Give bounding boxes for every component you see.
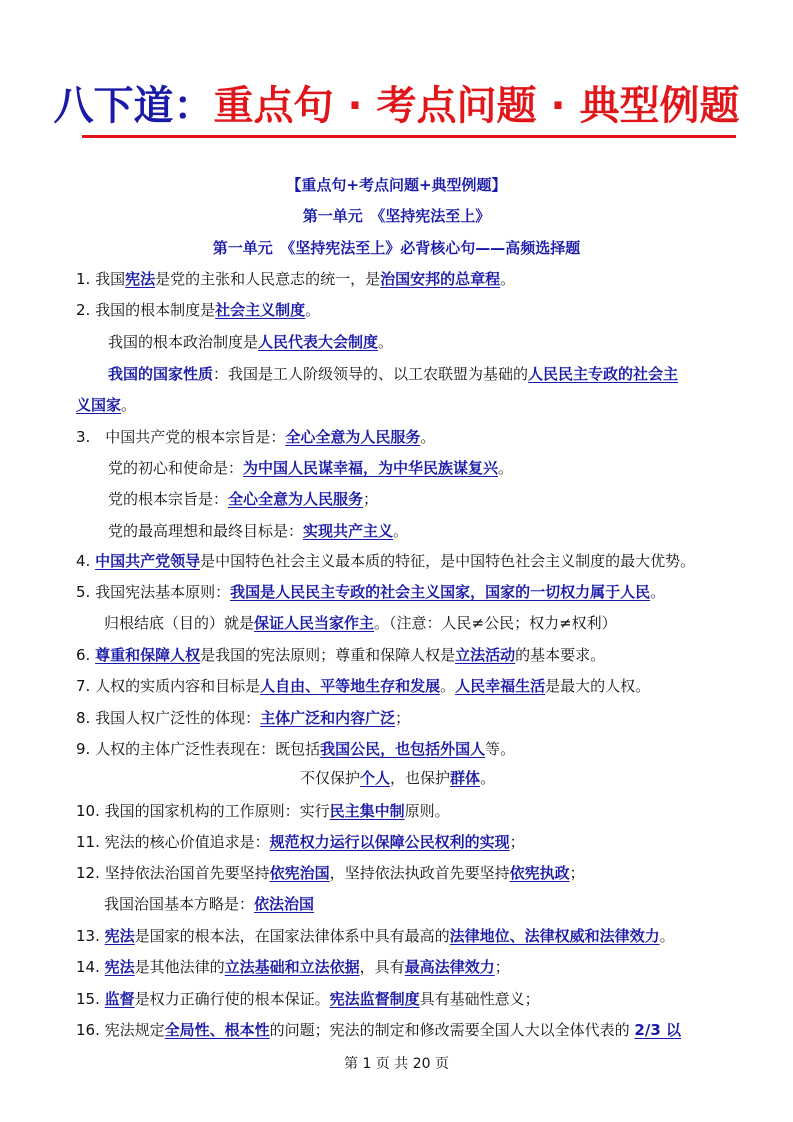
key-phrase: 我国公民，也包括外国人: [320, 740, 486, 758]
title-part-grade: 八下道：: [53, 83, 214, 129]
sentence-text: 等。: [485, 740, 516, 758]
sentence-text: 。: [305, 301, 321, 319]
key-phrase: 立法活动: [455, 646, 516, 664]
sentence-text: ；: [494, 958, 510, 976]
title-part-topic: 重点句 · 考点问题 · 典型例题: [213, 83, 740, 129]
key-phrase: 全局性、根本性: [164, 1021, 270, 1039]
sentence-text: 。: [378, 333, 394, 351]
sentence-text: 。（注意：人民≠公民；权力≠权利）: [374, 614, 617, 632]
sentence-line: [76, 707, 410, 729]
sentence-line: [76, 738, 515, 760]
sentence-text: 。: [650, 583, 666, 601]
sentence-text: 具有基础性意义；: [419, 990, 540, 1008]
key-phrase: 宪法: [125, 270, 156, 288]
key-phrase: 尊重和保障人权: [95, 646, 201, 664]
key-phrase: 宪法: [104, 927, 135, 945]
sentence-text: 党的初心和使命是：: [108, 459, 244, 477]
sentence-line: [76, 988, 540, 1010]
sentence-line: [104, 893, 314, 915]
sentence-line: [76, 268, 515, 290]
sentence-text: 是国家的根本法，在国家法律体系中具有最高的: [134, 927, 450, 945]
sentence-text: ，具有: [359, 958, 405, 976]
sentence-line: [108, 331, 393, 353]
key-phrase: 民主集中制: [329, 802, 405, 820]
sentence-text: 是最大的人权。: [545, 677, 651, 695]
key-phrase: 为中国人民谋幸福，为中华民族谋复兴: [243, 459, 499, 477]
sentence-text: 是党的主张和人民意志的统一，是: [155, 270, 381, 288]
sentence-line: [76, 831, 525, 853]
sentence-line: [76, 956, 510, 978]
key-phrase: 人民幸福生活: [455, 677, 546, 695]
key-phrase: 2/3 以: [634, 1021, 681, 1039]
sentence-text: 是中国特色社会主义最本质的特征，是中国特色社会主义制度的最大优势。: [200, 552, 696, 570]
sentence-line: [76, 426, 435, 448]
sentence-text: ；: [363, 490, 379, 508]
sentence-text: 是我国的宪法原则；尊重和保障人权是: [200, 646, 456, 664]
key-phrase: 实现共产主义: [303, 522, 394, 540]
sentence-text: 16. 宪法规定: [76, 1021, 165, 1039]
document-title: [0, 80, 793, 132]
section-heading-main: 【重点句+考点问题+典型例题】: [286, 176, 507, 194]
key-phrase: 依宪执政: [509, 864, 570, 882]
sentence-text: ，坚持依法执政首先要坚持: [329, 864, 510, 882]
sentence-line: [76, 299, 320, 321]
sentence-text: 4.: [76, 552, 96, 570]
sentence-text: 5. 我国宪法基本原则：: [76, 583, 231, 601]
sentence-text: 11. 宪法的核心价值追求是：: [76, 833, 270, 851]
sentence-text: 9. 人权的主体广泛性表现在：既包括: [76, 740, 321, 758]
sentence-text: ，也保护: [390, 769, 451, 787]
sentence-text: ；: [569, 864, 585, 882]
key-phrase: 群体: [450, 769, 481, 787]
sentence-text: 。: [121, 396, 137, 414]
sentence-text: 归根结底（目的）就是: [104, 614, 255, 632]
sentence-text: ；: [395, 709, 411, 727]
sentence-line: [76, 581, 665, 603]
key-phrase: 义国家: [76, 396, 122, 414]
sentence-line: [76, 394, 136, 416]
sentence-text: 是权力正确行使的根本保证。: [134, 990, 330, 1008]
key-phrase: 人民代表大会制度: [258, 333, 379, 351]
sentence-text: 15.: [76, 990, 105, 1008]
sentence-line: [76, 1019, 681, 1041]
sentence-line: [76, 862, 585, 884]
sentence-text: 7. 人权的实质内容和目标是: [76, 677, 261, 695]
key-phrase: 人民民主专政的社会主: [528, 365, 679, 383]
sentence-text: 。: [498, 459, 514, 477]
sentence-text: 2. 我国的根本制度是: [76, 301, 216, 319]
sentence-text: 8. 我国人权广泛性的体现：: [76, 709, 261, 727]
key-phrase: 宪法: [104, 958, 135, 976]
key-phrase: 立法基础和立法依据: [224, 958, 360, 976]
key-phrase: 监督: [104, 990, 135, 1008]
sentence-line: [76, 644, 605, 666]
key-phrase: 中国共产党领导: [95, 552, 201, 570]
sentence-text: 是其他法律的: [134, 958, 225, 976]
sentence-line: [76, 800, 450, 822]
sentence-text: 党的最高理想和最终目标是：: [108, 522, 304, 540]
sentence-line: [108, 363, 678, 385]
sentence-text: 。: [440, 677, 456, 695]
key-phrase: 全心全意为人民服务: [285, 428, 421, 446]
key-phrase: 人自由、平等地生存和发展: [260, 677, 441, 695]
key-phrase: 社会主义制度: [215, 301, 306, 319]
sentence-text: 3. 中国共产党的根本宗旨是：: [76, 428, 286, 446]
sentence-line: [76, 675, 650, 697]
sentence-text: 我国治国基本方略是：: [104, 895, 255, 913]
sentence-text: 。: [500, 270, 516, 288]
sentence-text: 的问题；宪法的制定和修改需要全国人大以全体代表的: [269, 1021, 635, 1039]
bold-term: 我国的国家性质: [108, 365, 214, 383]
sentence-text: 14.: [76, 958, 105, 976]
key-phrase: 宪法监督制度: [329, 990, 420, 1008]
key-phrase: 全心全意为人民服务: [228, 490, 364, 508]
sentence-line: [108, 488, 378, 510]
section-heading-unit: 第一单元 《坚持宪法至上》: [302, 207, 491, 225]
key-phrase: 我国是人民民主专政的社会主义国家，国家的一切权力属于人民: [230, 583, 651, 601]
title-divider: [82, 135, 736, 138]
sentence-text: 。: [420, 428, 436, 446]
sentence-line: [108, 457, 513, 479]
sentence-text: 13.: [76, 927, 105, 945]
sentence-line: [300, 767, 495, 789]
sentence-text: 。: [480, 769, 496, 787]
key-phrase: 最高法律效力: [404, 958, 495, 976]
key-phrase: 保证人民当家作主: [254, 614, 375, 632]
key-phrase: 依法治国: [254, 895, 315, 913]
sentence-text: ；: [509, 833, 525, 851]
key-phrase: 法律地位、法律权威和法律效力: [449, 927, 660, 945]
sentence-text: 不仅保护: [300, 769, 361, 787]
sentence-line: [76, 550, 695, 572]
section-heading-core-sentences: 第一单元 《坚持宪法至上》必背核心句——高频选择题: [212, 239, 581, 257]
sentence-text: ：我国是工人阶级领导的、以工农联盟为基础的: [213, 365, 529, 383]
key-phrase: 治国安邦的总章程: [380, 270, 501, 288]
sentence-text: 1. 我国: [76, 270, 126, 288]
sentence-line: [104, 612, 617, 634]
key-phrase: 个人: [360, 769, 391, 787]
sentence-text: 的基本要求。: [515, 646, 606, 664]
key-phrase: 依宪治国: [269, 864, 330, 882]
page-footer: 第 1 页 共 20 页: [344, 1056, 449, 1072]
sentence-line: [108, 520, 408, 542]
sentence-text: 6.: [76, 646, 96, 664]
key-phrase: 规范权力运行以保障公民权利的实现: [269, 833, 510, 851]
sentence-text: 原则。: [404, 802, 450, 820]
sentence-text: 我国的根本政治制度是: [108, 333, 259, 351]
sentence-text: 。: [659, 927, 675, 945]
sentence-text: 10. 我国的国家机构的工作原则：实行: [76, 802, 330, 820]
sentence-text: 12. 坚持依法治国首先要坚持: [76, 864, 270, 882]
sentence-text: 党的根本宗旨是：: [108, 490, 229, 508]
key-phrase: 主体广泛和内容广泛: [260, 709, 396, 727]
sentence-line: [76, 925, 675, 947]
sentence-text: 。: [393, 522, 409, 540]
